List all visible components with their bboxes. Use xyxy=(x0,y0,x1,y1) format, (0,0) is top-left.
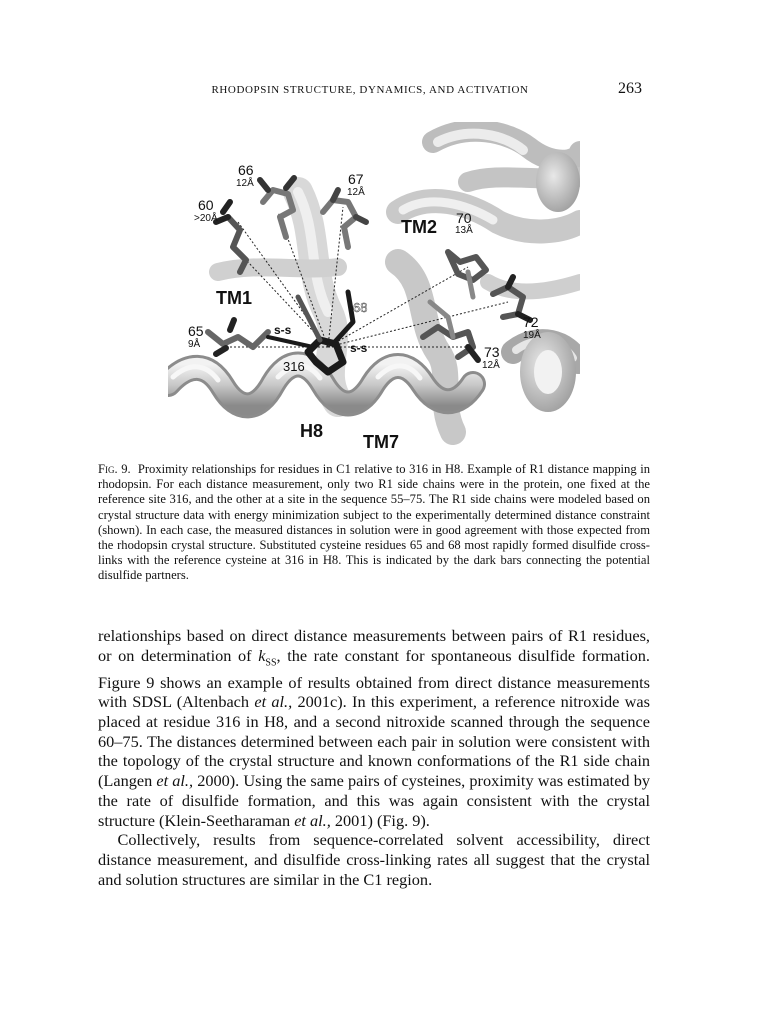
label-ss-left: s-s xyxy=(274,323,292,337)
body-text xyxy=(98,626,650,889)
label-70: 70 xyxy=(456,210,472,226)
label-316: 316 xyxy=(283,359,305,374)
label-66-dist: 12Å xyxy=(236,178,254,189)
label-tm2: TM2 xyxy=(401,217,437,237)
label-67-dist: 12Å xyxy=(347,187,365,198)
label-65: 65 xyxy=(188,323,204,339)
label-73-dist: 12Å xyxy=(482,360,500,371)
caption-lead: Fig. 9. xyxy=(98,462,131,476)
label-72-dist: 19Å xyxy=(523,330,541,341)
tm2-helix-end xyxy=(536,152,580,212)
label-60: 60 xyxy=(198,197,214,213)
h8-helix xyxy=(168,365,473,406)
label-h8: H8 xyxy=(300,421,324,441)
label-73: 73 xyxy=(484,344,500,360)
label-68: 68 xyxy=(353,300,368,315)
paragraph-1: relationships based on direct distance measurements between pairs of R1 residues, or on determination of $k_{SS}$, the rate constant for spontaneous disulfide formation. Figure 9 shows an example of results obtained from direct distance measurements with SDSL (Altenbach et al., 2001c). In this experiment, a reference nitroxide was placed at residue 316 in H8, and a second nitroxide scanned through the sequence 60–75. The distances determined between each pair in solution were consistent with the topology of the crystal structure and known conformations of the R1 side chain (Langen et al., 2000). Using the same pairs of cysteines, proximity was estimated by the rate of disulfide formation, and this was again consistent with the crystal structure (Klein-Seetharaman et al., 2001) (Fig. 9). xyxy=(98,626,651,830)
rhodopsin-structure-figure xyxy=(168,122,580,457)
page-number: 263 xyxy=(618,80,642,97)
figure-9 xyxy=(168,122,580,457)
paragraph-2: Collectively, results from sequence-correlated solvent accessibility, direct distance measurement, and disulfide cross-linking rates all suggest that the crystal and solution structures are similar in the C1 region. xyxy=(98,830,650,889)
label-ss-right: s-s xyxy=(350,341,368,355)
label-66: 66 xyxy=(238,162,254,178)
label-65-dist: 9Å xyxy=(188,339,201,350)
label-67: 67 xyxy=(348,171,364,187)
figure-caption xyxy=(98,462,650,584)
label-70-dist: 13Å xyxy=(455,225,473,236)
label-72: 72 xyxy=(523,314,539,330)
label-60-dist: >20Å xyxy=(194,213,218,224)
running-head: RHODOPSIN STRUCTURE, DYNAMICS, AND ACTIVATION xyxy=(211,84,529,96)
label-tm7: TM7 xyxy=(363,432,399,452)
caption-text: Proximity relationships for residues in C1 relative to 316 in H8. Example of R1 distance mapping in rhodopsin. For each distance measurement, only two R1 side chains were in the protein, one fixed at the reference site 316, and the other at a site in the sequence 55–75. The R1 side chains were modeled based on crystal structure data with energy minimization subject to the experimentally determined distance constraint (shown). In each case, the measured distances in solution were in good agreement with those expected from the rhodopsin crystal structure. Substituted cysteine residues 65 and 68 most rapidly formed disulfide cross-links with the reference cysteine at 316 in H8. This is indicated by the dark bars connecting the potential disulfide partners. xyxy=(98,462,651,583)
label-tm1: TM1 xyxy=(216,288,252,308)
